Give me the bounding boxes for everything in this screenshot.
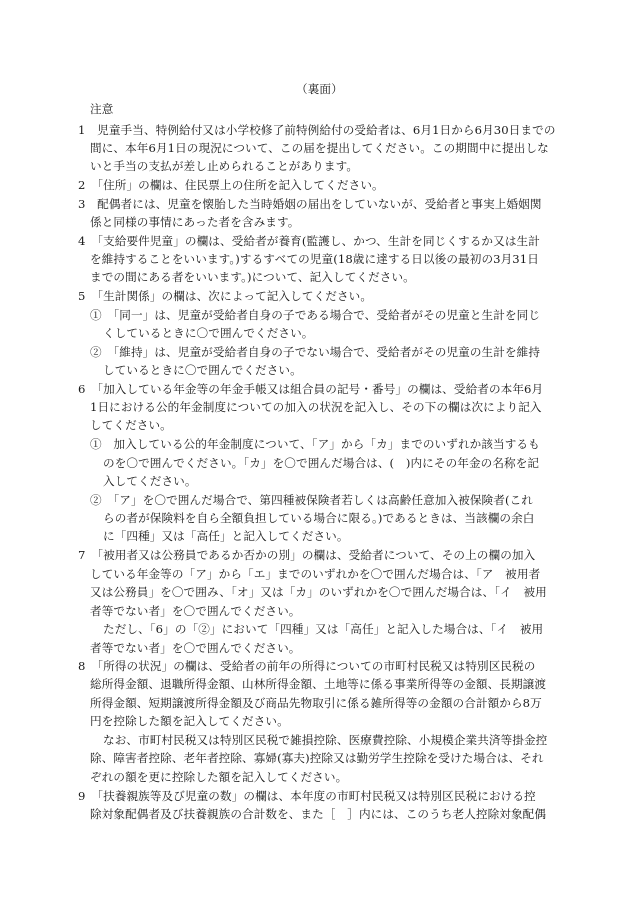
- note-6-sub-1-line-3: 入してください。: [103, 474, 197, 488]
- note-5-sub-1-line-1: ① 「同一」は、児童が受給者自身の子である場合で、受給者がその児童と生計を同じ: [90, 308, 541, 322]
- note-6-sub-1-line-1: ① 加入している公的年金制度について、「ア」から「カ」までのいずれか該当するも: [90, 437, 540, 451]
- note-2-line-1: 2 「住所」の欄は、住民票上の住所を記入してください。: [78, 178, 384, 192]
- page-title: （裏面）: [296, 82, 343, 96]
- note-7-proviso-line-1: ただし、「6」の「②」において「四種」又は「高任」と記入した場合は、「イ 被用: [103, 622, 544, 636]
- note-5-sub-2-line-1: ② 「維持」は、児童が受給者自身の子でない場合で、受給者がその児童の生計を維持: [90, 345, 541, 359]
- note-6-sub-2-line-3: に「四種」又は「高任」と記入してください。: [103, 529, 349, 543]
- note-5-line-1: 5 「生計関係」の欄は、次によって記入してください。: [78, 289, 373, 303]
- note-7-line-1: 7 「被用者又は公務員であるか否かの別」の欄は、受給者について、その上の欄の加入: [78, 548, 536, 562]
- note-5-sub-1-line-2: くしているときに〇で囲んでください。: [103, 326, 314, 340]
- note-7-line-2: している年金等の「ア」から「エ」までのいずれかを〇で囲んだ場合は、「ア 被用者: [90, 567, 541, 581]
- note-6-line-3: してください。: [90, 418, 172, 432]
- note-8-addendum-line-2: 除、障害者控除、老年者控除、寡婦(寡夫)控除又は勤労学生控除を受けた場合は、それ: [90, 751, 544, 765]
- note-1-line-2: 間に、本年6月1日の現況について、この届を提出してください。この期間中に提出しな: [90, 141, 549, 155]
- note-6-line-1: 6 「加入している年金等の年金手帳又は組合員の記号・番号」の欄は、受給者の本年6月: [78, 382, 544, 396]
- note-8-line-3: 所得金額、短期譲渡所得金額及び商品先物取引に係る雑所得等の金額の合計額から8万: [90, 696, 542, 710]
- note-6-sub-2-line-2: らの者が保険料を自ら全額負担している場合に限る。)であるときは、当該欄の余白: [103, 511, 535, 525]
- note-9-line-2: 除対象配偶者及び扶養親族の合計数を、また［ ］内には、このうち老人控除対象配偶: [90, 807, 547, 821]
- note-1-line-1: 1 児童手当、特例給付又は小学校修了前特例給付の受給者は、6月1日から6月30日までの: [78, 123, 556, 137]
- note-7-line-3: 又は公務員」を〇で囲み、「オ」又は「カ」のいずれかを〇で囲んだ場合は、「イ 被用: [90, 585, 547, 599]
- note-3-line-1: 3 配偶者には、児童を懐胎した当時婚姻の届出をしていないが、受給者と事実上婚姻関: [78, 197, 542, 211]
- notes-heading: 注意: [90, 102, 114, 116]
- note-6-sub-1-line-2: のを〇で囲んでください。「カ」を〇で囲んだ場合は、( )内にその年金の名称を記: [103, 456, 540, 470]
- note-5-sub-2-line-2: しているときに〇で囲んでください。: [103, 363, 302, 377]
- note-7-line-4: 者等でない者」を〇で囲んでください。: [90, 604, 301, 618]
- note-8-addendum-line-3: ぞれの額を更に控除した額を記入してください。: [90, 770, 348, 784]
- note-7-proviso-line-2: 者等でない者」を〇で囲んでください。: [90, 641, 301, 655]
- note-4-line-1: 4 「支給要件児童」の欄は、受給者が養育(監護し、かつ、生計を同じくするか又は生計: [78, 234, 540, 248]
- note-8-addendum-line-1: なお、市町村民税又は特別区民税で雑損控除、医療費控除、小規模企業共済等掛金控: [103, 733, 548, 747]
- note-4-line-2: を維持することをいいます。)するすべての児童(18歳に達する日以後の最初の3月31日: [90, 252, 539, 266]
- note-8-line-4: 円を控除した額を記入してください。: [90, 714, 289, 728]
- note-8-line-2: 総所得金額、退職所得金額、山林所得金額、土地等に係る事業所得等の金額、長期譲渡: [90, 677, 547, 691]
- note-4-line-3: までの間にある者をいいます。)について、記入してください。: [90, 270, 415, 284]
- note-3-line-2: 係と同様の事情にあった者を含みます。: [90, 215, 300, 229]
- note-9-line-1: 9 「扶養親族等及び児童の数」の欄は、本年度の市町村民税又は特別区民税における控: [78, 789, 536, 803]
- note-6-line-2: 1日における公的年金制度についての加入の状況を記入し、その下の欄は次により記入: [90, 400, 542, 414]
- note-8-line-1: 8 「所得の状況」の欄は、受給者の前年の所得についての市町村民税又は特別区民税の: [78, 659, 536, 673]
- note-1-line-3: いと手当の支払が差し止められることがあります。: [90, 159, 359, 173]
- note-6-sub-2-line-1: ② 「ア」を〇で囲んだ場合で、第四種被保険者若しくは高齢任意加入被保険者(これ: [90, 493, 533, 507]
